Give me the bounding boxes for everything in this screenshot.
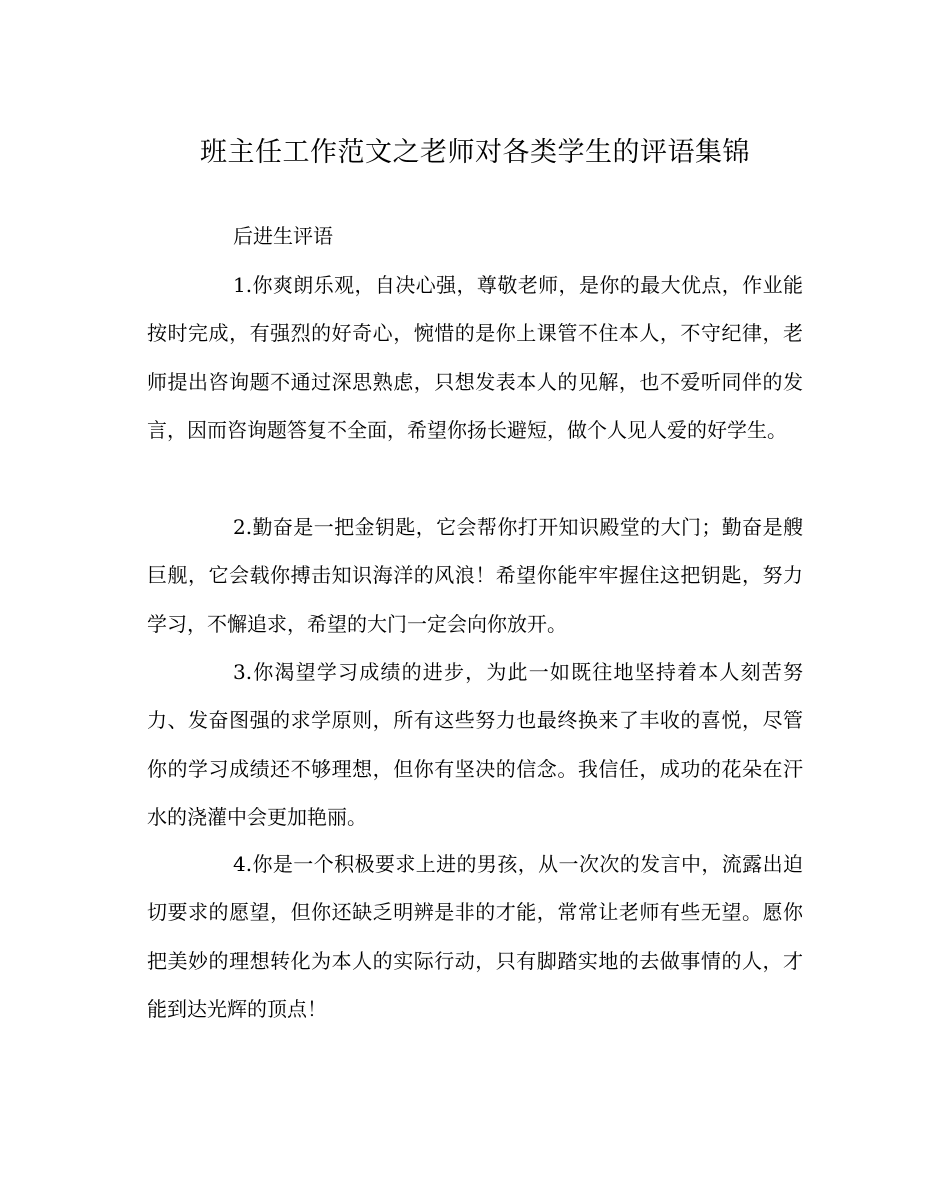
paragraph-2: 2.勤奋是一把金钥匙，它会帮你打开知识殿堂的大门；勤奋是艘巨舰，它会载你搏击知识海洋的风浪！希望你能牢牢握住这把钥匙，努力学习，不懈追求，希望的大门一定会向你放开。 [147,515,803,636]
document-title: 班主任工作范文之老师对各类学生的评语集锦 [200,137,750,168]
paragraph-4: 4.你是一个积极要求上进的男孩，从一次次的发言中，流露出迫切要求的愿望，但你还缺乏明辨是非的才能，常常让老师有些无望。愿你把美妙的理想转化为本人的实际行动，只有脚踏实地的去做事情的人，才能到达光辉的顶点！ [147,852,803,1021]
paragraph-1: 1.你爽朗乐观，自决心强，尊敬老师，是你的最大优点，作业能按时完成，有强烈的好奇心，惋惜的是你上课管不住本人，不守纪律，老师提出咨询题不通过深思熟虑，只想发表本人的见解，也不爱听同伴的发言，因而咨询题答复不全面，希望你扬长避短，做个人见人爱的好学生。 [147,273,803,442]
paragraph-3: 3.你渴望学习成绩的进步，为此一如既往地坚持着本人刻苦努力、发奋图强的求学原则，所有这些努力也最终换来了丰收的喜悦，尽管你的学习成绩还不够理想，但你有坚决的信念。我信任，成功的花朵在汗水的浇灌中会更加艳丽。 [147,660,803,829]
section-heading: 后进生评语 [233,224,333,248]
